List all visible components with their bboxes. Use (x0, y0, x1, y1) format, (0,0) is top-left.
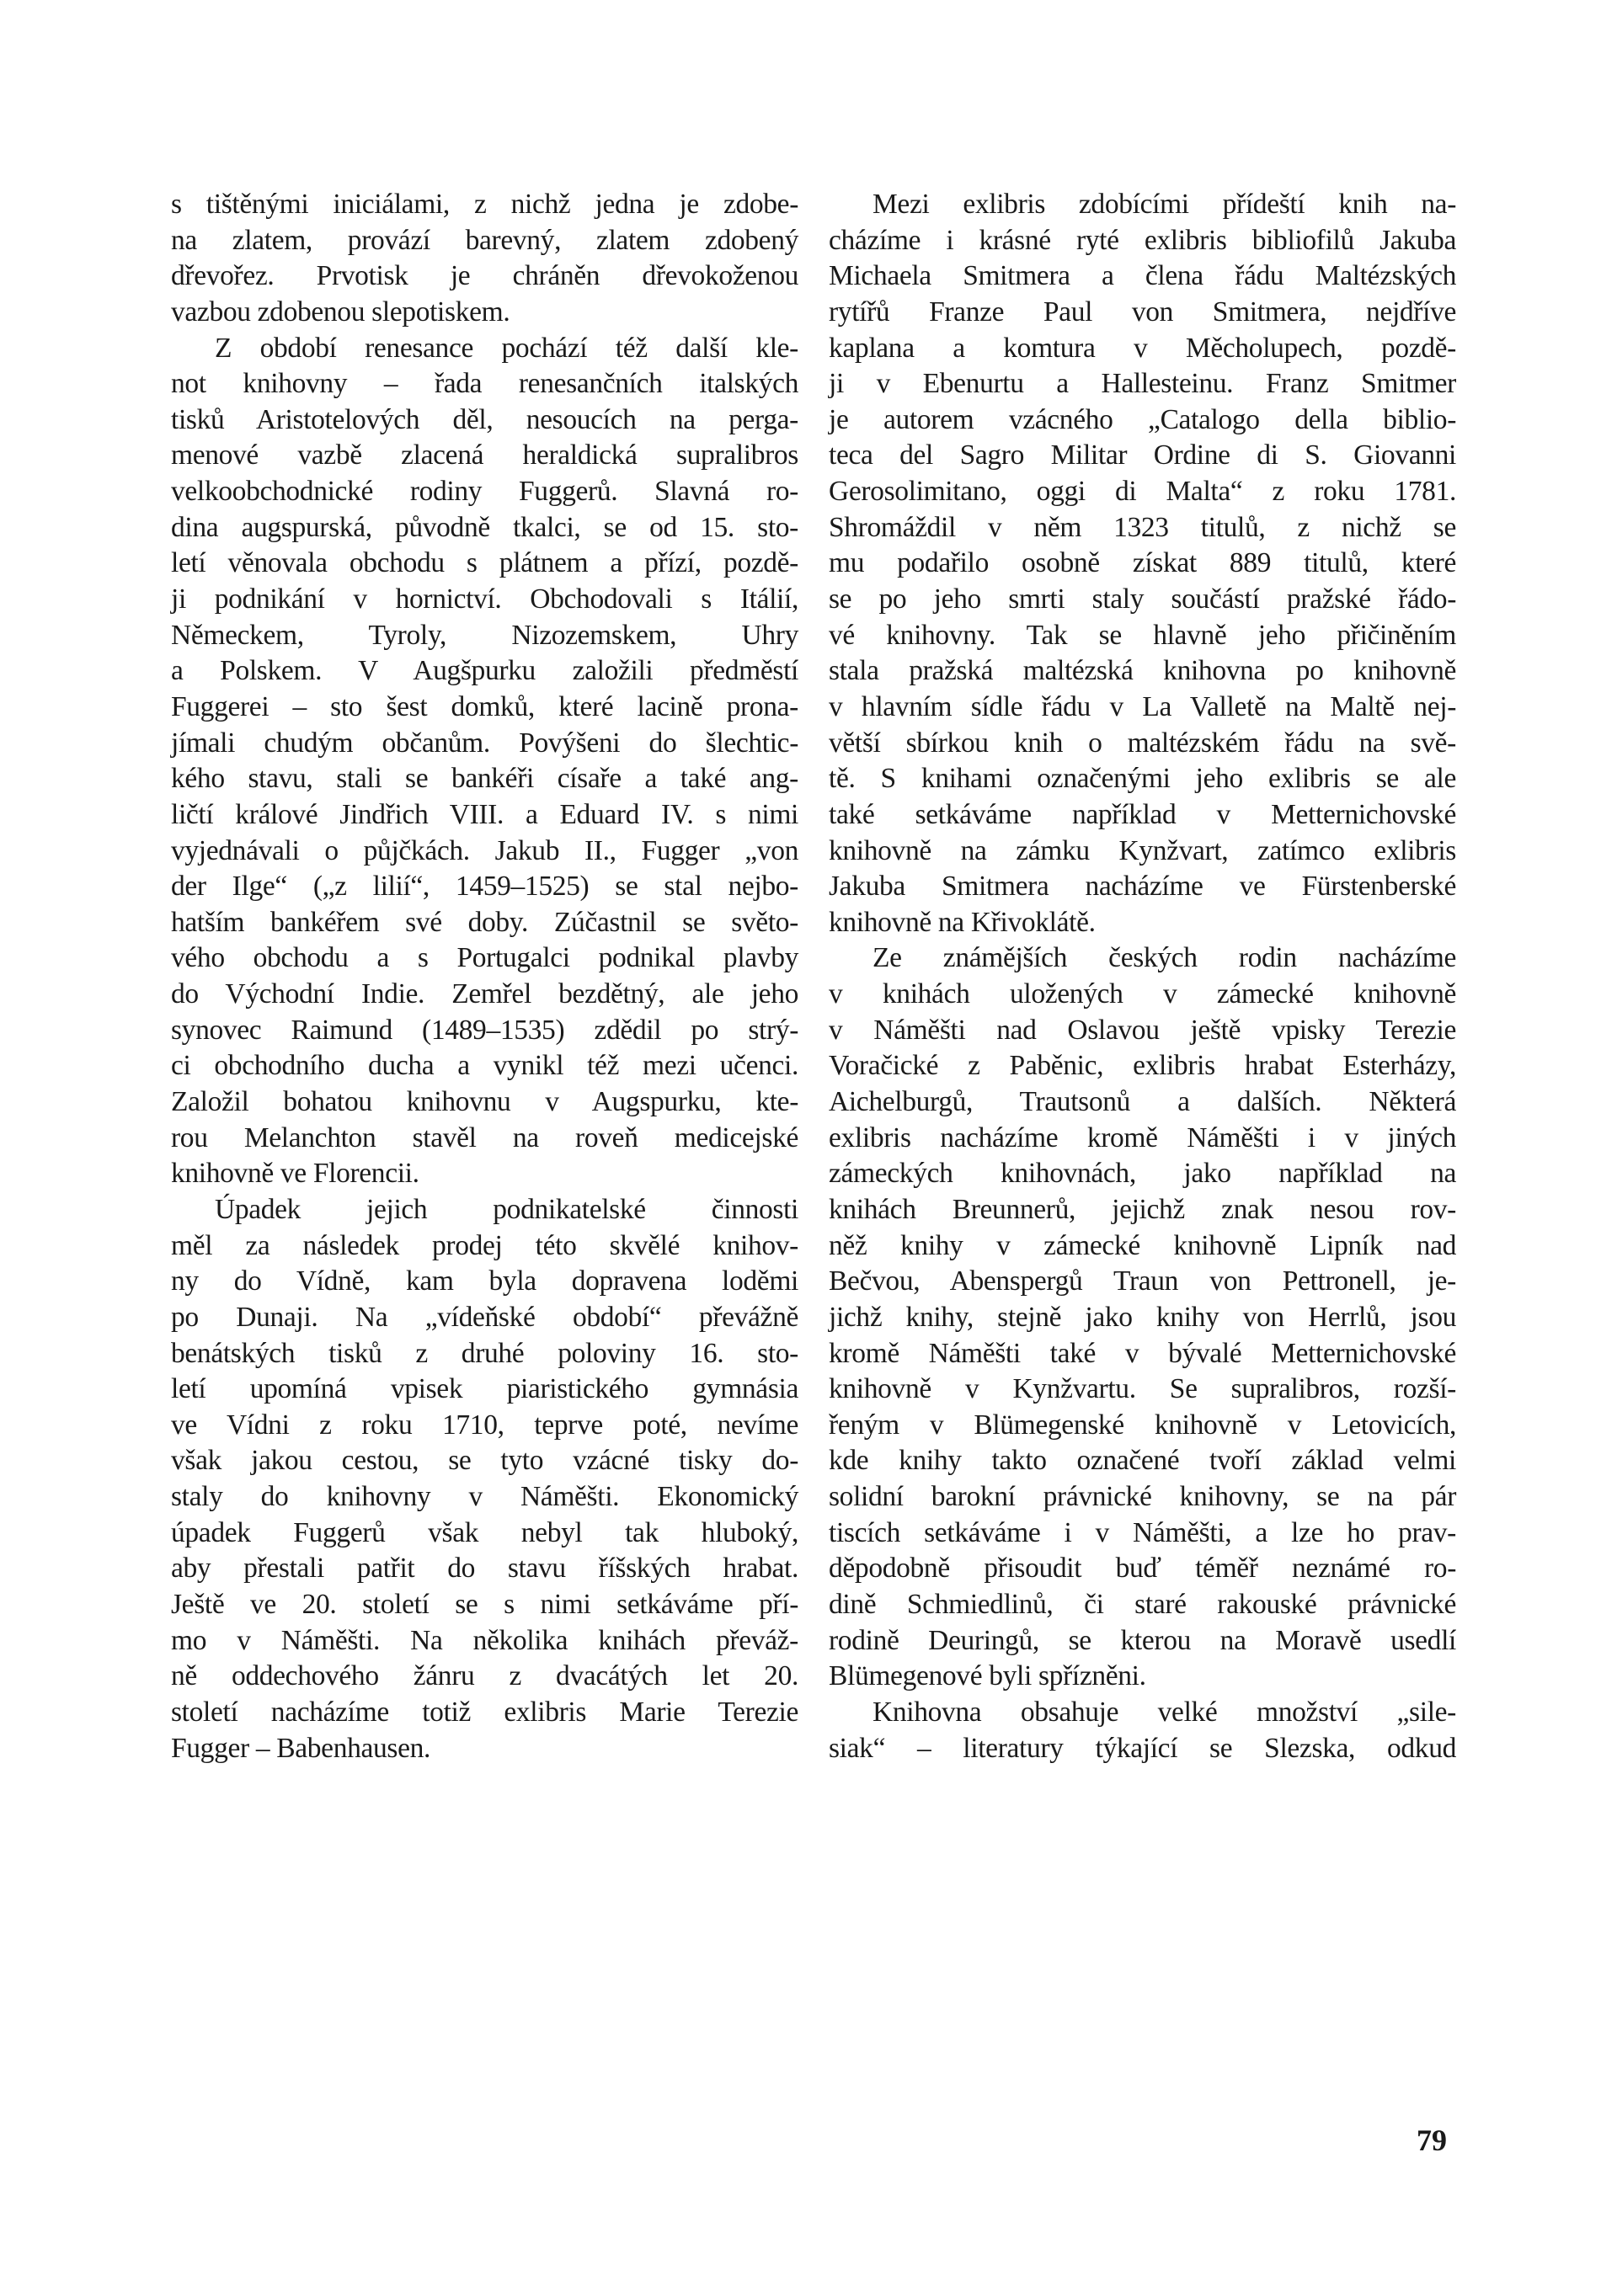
text-line: menové vazbě zlacená heraldická supralibros (171, 439, 798, 471)
text-line: jímali chudým občanům. Povýšeni do šlechtic- (171, 727, 798, 759)
text-line: vé knihovny. Tak se hlavně jeho přičiněním (829, 619, 1456, 651)
text-line: letí upomíná vpisek piaristického gymnásia (171, 1373, 798, 1405)
text-line: dině Schmiedlinů, či staré rakouské právnické (829, 1588, 1456, 1620)
text-line: úpadek Fuggerů však nebyl tak hluboký, (171, 1516, 798, 1548)
text-line: století nacházíme totiž exlibris Marie Terezie (171, 1696, 798, 1728)
right-text-column (829, 187, 1456, 1766)
text-line: rodině Deuringů, se kterou na Moravě usedlí (829, 1624, 1456, 1656)
text-line: ličtí králové Jindřich VIII. a Eduard IV. s nimi (171, 798, 798, 830)
text-line: rytířů Franze Paul von Smitmera, nejdříve (829, 296, 1456, 328)
text-line: řeným v Blümegenské knihovně v Letovicích, (829, 1409, 1456, 1441)
text-line: tisků Aristotelových děl, nesoucích na perga- (171, 403, 798, 435)
text-line: na zlatem, provází barevný, zlatem zdobený (171, 224, 798, 256)
text-line: něž knihy v zámecké knihovně Lipník nad (829, 1229, 1456, 1261)
text-line: Úpadek jejich podnikatelské činnosti (215, 1193, 798, 1225)
text-line: Založil bohatou knihovnu v Augspurku, kte- (171, 1086, 798, 1118)
text-line: po Dunaji. Na „vídeňské období“ převážně (171, 1301, 798, 1333)
text-line: Gerosolimitano, oggi di Malta“ z roku 1781. (829, 476, 1456, 508)
text-line: vyjednávali o půjčkách. Jakub II., Fugger „von (171, 834, 798, 866)
text-line: ny do Vídně, kam byla dopravena loděmi (171, 1265, 798, 1297)
text-line: cházíme i krásné ryté exlibris bibliofilů Jakuba (829, 224, 1456, 256)
text-line: Voračické z Paběnic, exlibris hrabat Esterházy, (829, 1050, 1456, 1082)
text-line: knihovně na Křivoklátě. (829, 906, 1096, 938)
text-line: Knihovna obsahuje velké množství „sile- (873, 1696, 1456, 1728)
text-line: not knihovny – řada renesančních italských (171, 368, 798, 400)
text-line: měl za následek prodej této skvělé knihov- (171, 1229, 798, 1261)
text-line: je autorem vzácného „Catalogo della biblio- (829, 403, 1456, 435)
text-line: hatším bankéřem své doby. Zúčastnil se světo- (171, 906, 798, 938)
text-line: rou Melanchton stavěl na roveň medicejské (171, 1121, 798, 1153)
text-line: Blümegenové byli spřízněni. (829, 1660, 1146, 1692)
text-line: tiscích setkáváme i v Náměšti, a lze ho prav- (829, 1516, 1456, 1548)
text-line: kromě Náměšti také v bývalé Metternichovské (829, 1337, 1456, 1369)
text-line: ně oddechového žánru z dvacátých let 20. (171, 1660, 798, 1692)
left-text-column (171, 187, 798, 1766)
text-line: Mezi exlibris zdobícími přídeští knih na- (873, 189, 1456, 220)
text-line: a Polskem. V Augšpurku založili předměstí (171, 655, 798, 687)
text-line: exlibris nacházíme kromě Náměšti i v jiných (829, 1121, 1456, 1153)
text-line: kého stavu, stali se bankéři císaře a také ang- (171, 763, 798, 795)
text-line: však jakou cestou, se tyto vzácné tisky do- (171, 1445, 798, 1477)
text-line: děpodobně přisoudit buď téměř neznámé ro- (829, 1553, 1456, 1585)
text-line: mu podařilo osobně získat 889 titulů, které (829, 547, 1456, 579)
text-line: knihovně ve Florencii. (171, 1158, 419, 1190)
text-line: Ještě ve 20. století se s nimi setkáváme pří- (171, 1588, 798, 1620)
text-line: letí věnovala obchodu s plátnem a přízí, pozdě- (171, 547, 798, 579)
text-line: der Ilge“ („z lilií“, 1459–1525) se stal nejbo- (171, 871, 798, 903)
text-line: do Východní Indie. Zemřel bezdětný, ale jeho (171, 978, 798, 1010)
text-line: Bečvou, Abenspergů Traun von Pettronell, je- (829, 1265, 1456, 1297)
text-line: dřevořez. Prvotisk je chráněn dřevokoženou (171, 260, 798, 292)
text-line: knihovně v Kynžvartu. Se supralibros, rozší- (829, 1373, 1456, 1405)
text-line: staly do knihovny v Náměšti. Ekonomický (171, 1481, 798, 1513)
text-line: dina augspurská, původně tkalci, se od 15. sto- (171, 511, 798, 543)
text-line: Ze známějších českých rodin nacházíme (873, 942, 1456, 974)
text-line: Jakuba Smitmera nacházíme ve Fürstenberské (829, 871, 1456, 903)
text-line: ci obchodního ducha a vynikl též mezi učenci. (171, 1050, 798, 1082)
text-line: ve Vídni z roku 1710, teprve poté, nevíme (171, 1409, 798, 1441)
text-line: zámeckých knihovnách, jako například na (829, 1158, 1456, 1190)
text-line: Z období renesance pochází též další kle- (215, 332, 798, 364)
text-line: Aichelburgů, Trautsonů a dalších. Některá (829, 1086, 1456, 1118)
page-number: 79 (1417, 2123, 1447, 2157)
text-line: siak“ – literatury týkající se Slezska, odkud (829, 1732, 1456, 1764)
text-line: vého obchodu a s Portugalci podnikal plavby (171, 942, 798, 974)
text-line: velkoobchodnické rodiny Fuggerů. Slavná ro- (171, 476, 798, 508)
text-line: teca del Sagro Militar Ordine di S. Giovanni (829, 439, 1456, 471)
text-line: také setkáváme například v Metternichovské (829, 798, 1456, 830)
text-line: ji v Ebenurtu a Hallesteinu. Franz Smitmer (829, 368, 1456, 400)
text-line: Německem, Tyroly, Nizozemskem, Uhry (171, 619, 798, 651)
text-line: synovec Raimund (1489–1535) zdědil po strý- (171, 1014, 798, 1046)
text-line: kaplana a komtura v Měcholupech, pozdě- (829, 332, 1456, 364)
text-line: v knihách uložených v zámecké knihovně (829, 978, 1456, 1010)
text-line: Fuggerei – sto šest domků, které lacině prona- (171, 690, 798, 722)
text-line: ji podnikání v hornictví. Obchodovali s Itálií, (171, 583, 798, 615)
text-line: tě. S knihami označenými jeho exlibris se ale (829, 763, 1456, 795)
text-line: solidní barokní právnické knihovny, se na pár (829, 1481, 1456, 1513)
text-line: mo v Náměšti. Na několika knihách převáž- (171, 1624, 798, 1656)
text-line: Michaela Smitmera a člena řádu Maltézských (829, 260, 1456, 292)
text-line: stala pražská maltézská knihovna po knihovně (829, 655, 1456, 687)
text-line: knihách Breunnerů, jejichž znak nesou rov- (829, 1193, 1456, 1225)
text-line: aby přestali patřit do stavu říšských hrabat. (171, 1553, 798, 1585)
text-line: jichž knihy, stejně jako knihy von Herrlů, jsou (829, 1301, 1456, 1333)
text-line: kde knihy takto označené tvoří základ velmi (829, 1445, 1456, 1477)
text-line: se po jeho smrti staly součástí pražské řádo- (829, 583, 1456, 615)
text-line: vazbou zdobenou slepotiskem. (171, 296, 510, 328)
text-line: v Náměšti nad Oslavou ještě vpisky Terezie (829, 1014, 1456, 1046)
text-line: Fugger – Babenhausen. (171, 1732, 431, 1764)
text-line: benátských tisků z druhé poloviny 16. sto- (171, 1337, 798, 1369)
text-line: větší sbírkou knih o maltézském řádu na svě- (829, 727, 1456, 759)
text-line: s tištěnými iniciálami, z nichž jedna je zdobe- (171, 189, 798, 220)
text-line: Shromáždil v něm 1323 titulů, z nichž se (829, 511, 1456, 543)
text-line: knihovně na zámku Kynžvart, zatímco exlibris (829, 834, 1456, 866)
text-line: v hlavním sídle řádu v La Valletě na Maltě nej- (829, 690, 1456, 722)
